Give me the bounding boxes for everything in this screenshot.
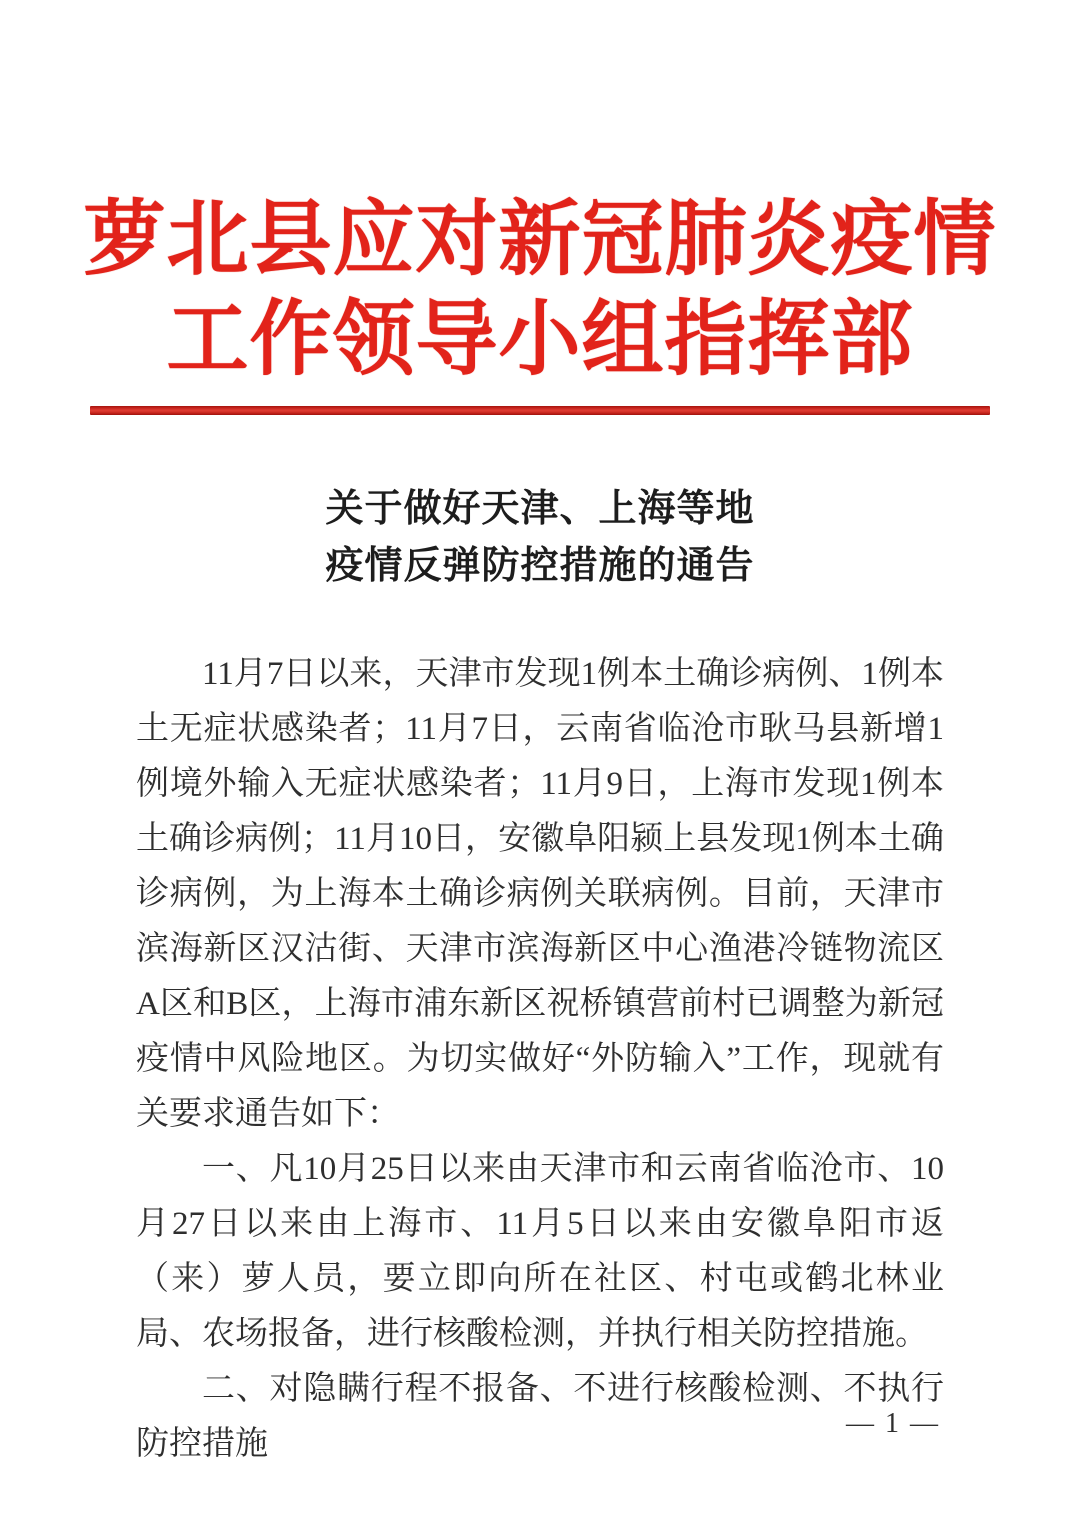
- letterhead-line-2: 工作领导小组指挥部: [166, 294, 914, 385]
- letterhead-line-1: 萝北县应对新冠肺炎疫情: [83, 194, 997, 285]
- page-number: — 1 —: [846, 1408, 940, 1439]
- body-paragraph-item-1: 一、凡10月25日以来由天津市和云南省临沧市、10月27日以来由上海市、11月5日以来由安徽阜阳市返（来）萝人员，要立即向所在社区、村屯或鹤北林业局、农场报备，进行核酸检测，并执行相关防控措施。: [136, 1151, 944, 1352]
- body-paragraph-intro: 11月7日以来，天津市发现1例本土确诊病例、1例本土无症状感染者；11月7日，云南省临沧市耿马县新增1例境外输入无症状感染者；11月9日，上海市发现1例本土确诊病例；11月10日，安徽阜阳颍上县发现1例本土确诊病例，为上海本土确诊病例关联病例。目前，天津市滨海新区汉沽街、天津市滨海新区中心渔港冷链物流区A区和B区，上海市浦东新区祝桥镇营前村已调整为新冠疫情中风险地区。为切实做好“外防输入”工作，现就有关要求通告如下：: [136, 656, 944, 1132]
- document-title-line-2: 疫情反弹防控措施的通告: [325, 545, 755, 587]
- letterhead: [0, 190, 1080, 390]
- document-body: [136, 647, 944, 1472]
- body-paragraph-item-2: 二、对隐瞒行程不报备、不进行核酸检测、不执行防控措施: [136, 1371, 944, 1462]
- document-title: [0, 481, 1080, 595]
- red-divider-rule: [90, 406, 990, 415]
- document-title-line-1: 关于做好天津、上海等地: [325, 488, 755, 530]
